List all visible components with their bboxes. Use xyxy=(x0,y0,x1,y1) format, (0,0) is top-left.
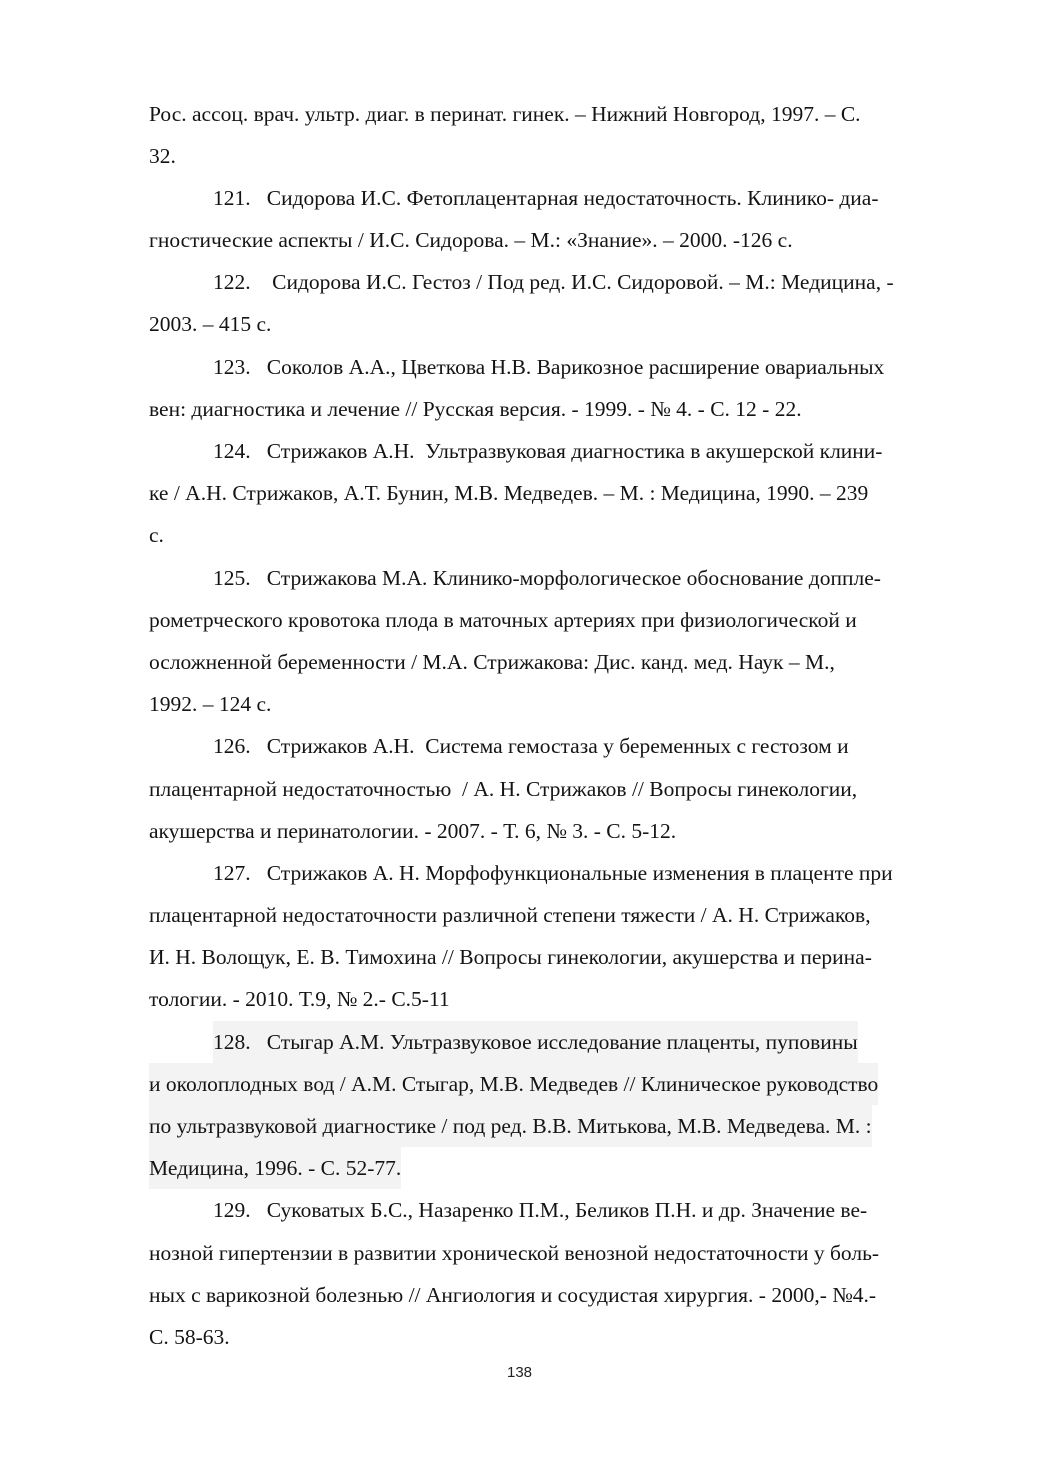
reference-122-start: 122. Сидорова И.С. Гестоз / Под ред. И.С. Сидоровой. – М.: Медицина, - xyxy=(213,270,894,294)
text-line: 1992. – 124 с. xyxy=(149,692,272,716)
text-line: 32. xyxy=(149,144,176,168)
text-line: осложненной беременности / М.А. Стрижакова: Дис. канд. мед. Наук – М., xyxy=(149,650,835,674)
reference-124-start: 124. Стрижаков А.Н. Ультразвуковая диагностика в акушерской клини- xyxy=(213,439,883,463)
text-line: ке / А.Н. Стрижаков, А.Т. Бунин, М.В. Медведев. – М. : Медицина, 1990. – 239 xyxy=(149,481,869,505)
text-line: плацентарной недостаточности различной степени тяжести / А. Н. Стрижаков, xyxy=(149,903,871,927)
text-line: Рос. ассоц. врач. ультр. диаг. в перинат. гинек. – Нижний Новгород, 1997. – С. xyxy=(149,102,861,126)
text-line: вен: диагностика и лечение // Русская версия. - 1999. - № 4. - С. 12 - 22. xyxy=(149,397,802,421)
text-line: и околоплодных вод / А.М. Стыгар, М.В. Медведев // Клиническое руководство xyxy=(149,1063,878,1105)
reference-125-start: 125. Стрижакова М.А. Клинико-морфологическое обоснование доппле- xyxy=(213,566,881,590)
page-number: 138 xyxy=(506,1364,533,1381)
text-line: нозной гипертензии в развитии хронической венозной недостаточности у боль- xyxy=(149,1241,880,1265)
text-line: рометрческого кровотока плода в маточных артериях при физиологической и xyxy=(149,608,857,632)
text-line: тологии. - 2010. Т.9, № 2.- С.5-11 xyxy=(149,987,450,1011)
reference-126-start: 126. Стрижаков А.Н. Система гемостаза у беременных с гестозом и xyxy=(213,734,849,758)
reference-127-start: 127. Стрижаков А. Н. Морфофункциональные изменения в плаценте при xyxy=(213,861,893,885)
text-line: плацентарной недостаточностью / А. Н. Стрижаков // Вопросы гинекологии, xyxy=(149,777,858,801)
reference-123-start: 123. Соколов А.А., Цветкова Н.В. Варикозное расширение овариальных xyxy=(213,355,885,379)
text-line: с. xyxy=(149,523,164,547)
reference-121-start: 121. Сидорова И.С. Фетоплацентарная недостаточность. Клинико- диа- xyxy=(213,186,879,210)
text-line: 2003. – 415 с. xyxy=(149,312,272,336)
text-line: акушерства и перинатологии. - 2007. - Т. 6, № 3. - С. 5-12. xyxy=(149,819,677,843)
text-line: по ультразвуковой диагностике / под ред. В.В. Митькова, М.В. Медведева. М. : xyxy=(149,1105,872,1147)
reference-129-start: 129. Суковатых Б.С., Назаренко П.М., Беликов П.Н. и др. Значение ве- xyxy=(213,1198,868,1222)
text-line: гностические аспекты / И.С. Сидорова. – М.: «Знание». – 2000. -126 с. xyxy=(149,228,793,252)
text-line: С. 58-63. xyxy=(149,1325,230,1349)
text-line: Медицина, 1996. - С. 52-77. xyxy=(149,1147,401,1189)
text-line: И. Н. Волощук, Е. В. Тимохина // Вопросы гинекологии, акушерства и перина- xyxy=(149,945,872,969)
reference-128-start: 128. Стыгар А.М. Ультразвуковое исследование плаценты, пуповины xyxy=(213,1021,858,1063)
text-line: ных с варикозной болезнью // Ангиология и сосудистая хирургия. - 2000,- №4.- xyxy=(149,1283,877,1307)
